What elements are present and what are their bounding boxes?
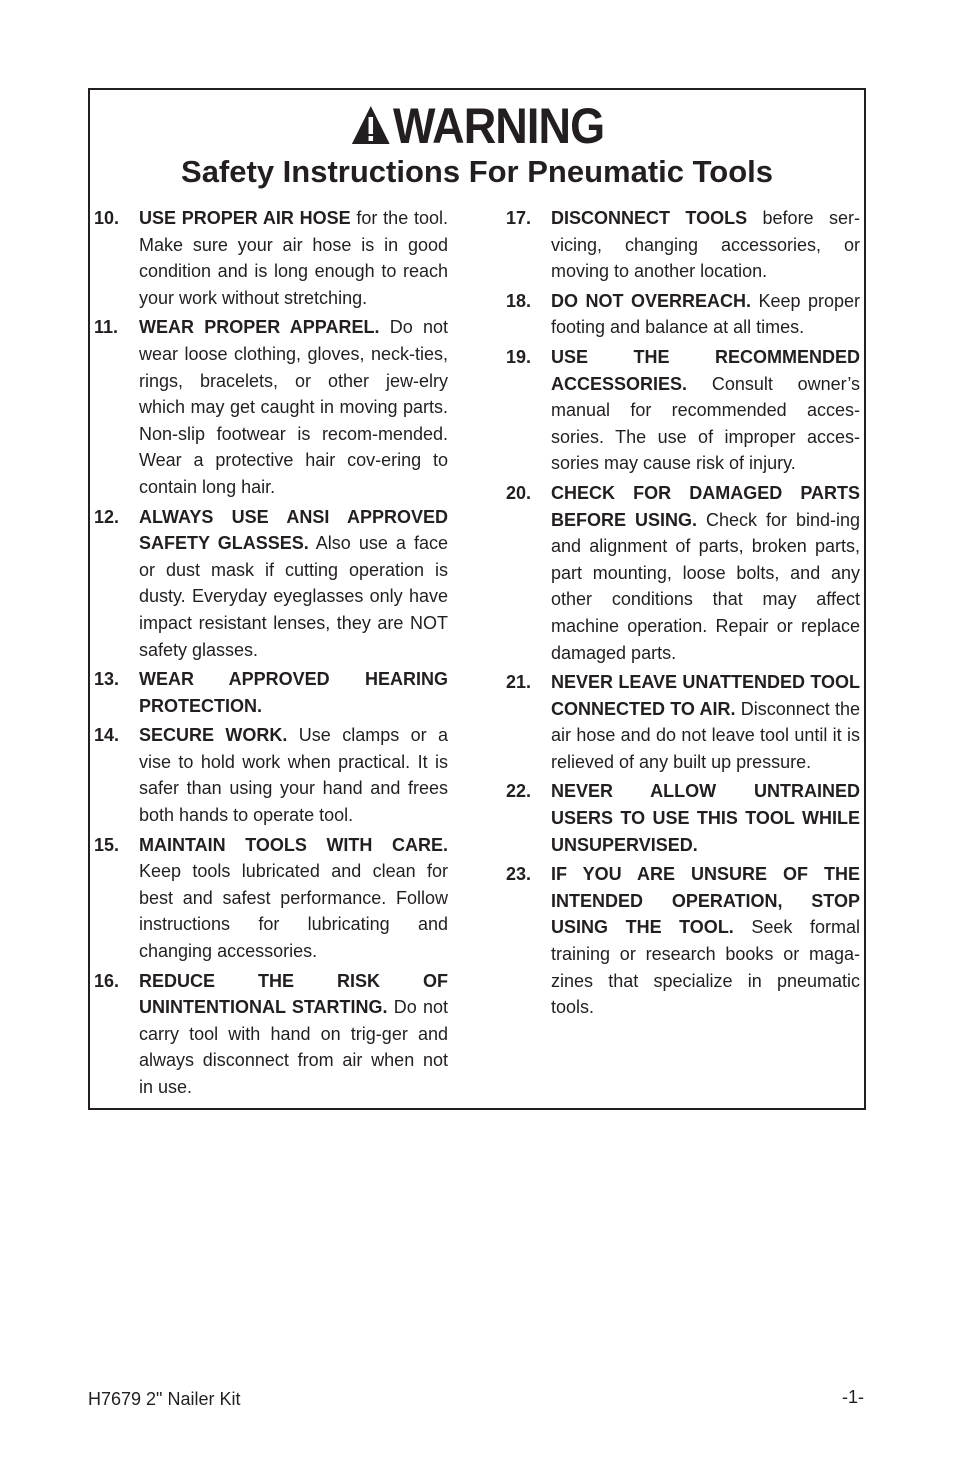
item-number: 20. [506, 482, 532, 503]
list-item [94, 722, 448, 828]
list-item [506, 344, 860, 477]
warning-heading [129, 98, 826, 154]
item-number: 21. [506, 672, 532, 693]
list-item [94, 314, 448, 500]
item-lead: DO NOT OVERREACH. [551, 290, 751, 311]
item-text: Use clamps or a vise to hold work when practical. It is safer than using your hand and frees both hands to operate tool. [139, 725, 449, 826]
item-number: 15. [94, 834, 120, 855]
item-number: 17. [506, 208, 532, 228]
item-number: 11. [94, 317, 119, 338]
item-number: 18. [506, 290, 532, 311]
list-item [94, 205, 448, 311]
right-column [506, 205, 860, 1024]
item-lead: USE THE RECOMMENDED ACCESSORIES. [551, 346, 860, 394]
item-number: 12. [94, 506, 120, 527]
item-lead: DISCONNECT TOOLS [551, 208, 748, 228]
item-text: Consult owner’s manual for recommended acces-sories. The use of improper acces-sories may cause risk of injury. [551, 373, 860, 474]
item-lead: CHECK FOR DAMAGED PARTS BEFORE USING. [551, 482, 860, 530]
footer-model: H7679 2" Nailer Kit [88, 1389, 241, 1409]
item-lead: WEAR APPROVED HEARING PROTECTION. [139, 669, 448, 716]
page-number: -1- [842, 1387, 864, 1407]
item-number: 23. [506, 864, 532, 885]
warning-triangle-icon [350, 104, 391, 146]
item-lead: MAINTAIN TOOLS WITH CARE. [139, 834, 448, 855]
item-text: Seek formal training or research books or maga-zines that specialize in pneumatic tools. [551, 917, 860, 1018]
list-item [94, 968, 448, 1101]
item-lead: WEAR PROPER APPAREL. [139, 317, 380, 338]
item-lead: NEVER ALLOW UNTRAINED USERS TO USE THIS TOOL WHILE UNSUPERVISED. [551, 781, 860, 855]
item-number: 16. [94, 970, 120, 991]
item-text: Keep proper footing and balance at all times. [551, 290, 860, 338]
item-text: Also use a face or dust mask if cutting operation is dusty. Everyday eyeglasses only have impact resistant lenses, they are NOT safety glasses. [139, 533, 448, 660]
warning-label: WARNING [393, 98, 605, 154]
item-number: 10. [94, 208, 120, 228]
page-subtitle: Safety Instructions For Pneumatic Tools [181, 154, 773, 189]
item-text: before ser-vicing, changing accessories, or moving to another location. [551, 208, 860, 282]
list-item [506, 861, 860, 1021]
item-lead: ALWAYS USE ANSI APPROVED SAFETY GLASSES. [139, 506, 448, 554]
item-lead: IF YOU ARE UNSURE OF THE INTENDED OPERATION, STOP USING THE TOOL. [551, 864, 860, 938]
item-text: Disconnect the air hose and do not leave tool until it is relieved of any built up pressure. [551, 698, 860, 772]
item-text: Do not wear loose clothing, gloves, neck-ties, rings, bracelets, or other jew-elry which may get caught in moving parts. Non-slip footwear is recom-mended. Wear a protective hair cov-ering to contain long hair. [139, 317, 448, 497]
item-lead: USE PROPER AIR HOSE [139, 208, 351, 228]
item-text: Keep tools lubricated and clean for best and safest performance. Follow instructions for lubricating and changing accessories. [139, 861, 448, 962]
list-item [506, 480, 860, 666]
item-number: 13. [94, 669, 120, 690]
item-text: Check for bind-ing and alignment of parts, broken parts, part mounting, loose bolts, and any other conditions that may affect machine operation. Repair or replace damaged parts. [551, 509, 861, 663]
item-lead: REDUCE THE RISK OF UNINTENTIONAL STARTING. [139, 970, 448, 1018]
list-item [94, 666, 448, 719]
item-number: 19. [506, 346, 532, 367]
list-item [506, 778, 860, 858]
item-text: Do not carry tool with hand on trig-ger and always disconnect from air when not in use. [139, 997, 448, 1097]
list-item [506, 205, 860, 285]
list-item [94, 832, 448, 965]
list-item [94, 504, 448, 664]
item-text: for the tool. Make sure your air hose is in good condition and is long enough to reach your work without stretching. [139, 208, 448, 308]
item-number: 14. [94, 725, 120, 746]
left-column [94, 205, 448, 1104]
list-item [506, 669, 860, 775]
warning-box [88, 88, 866, 1110]
list-item [506, 288, 860, 341]
item-number: 22. [506, 781, 532, 802]
item-lead: NEVER LEAVE UNATTENDED TOOL CONNECTED TO AIR. [551, 672, 860, 719]
item-lead: SECURE WORK. [139, 725, 288, 746]
